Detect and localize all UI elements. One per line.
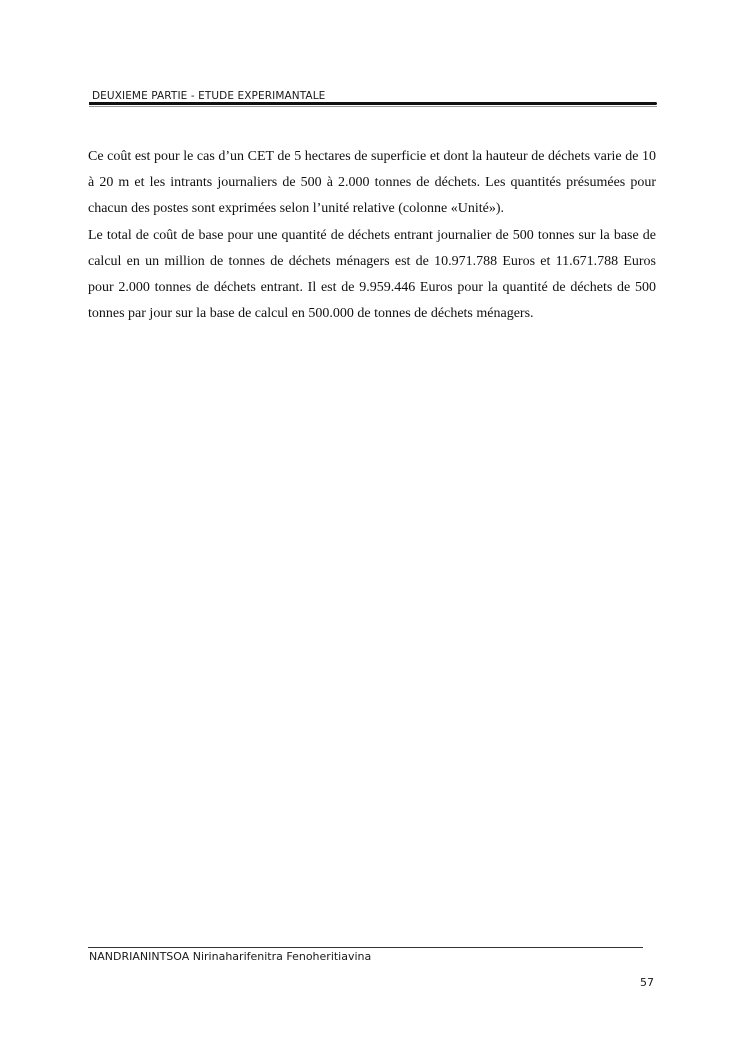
body-text <box>88 144 656 327</box>
page-number: 57 <box>640 976 654 989</box>
header-rule-shadow <box>89 106 657 107</box>
paragraph-cost-total: Le total de coût de base pour une quantité de déchets entrant journalier de 500 tonnes sur la base de calcul en un million de tonnes de déchets ménagers est de 10.971.788 Euros et 11.671.788 Euros pour 2.000 tonnes de déchets entrant. Il est de 9.959.446 Euros pour la quantité de déchets de 500 tonnes par jour sur la base de calcul en 500.000 de tonnes de déchets ménagers. <box>88 227 656 322</box>
footer-author: NANDRIANINTSOA Nirinaharifenitra Fenoheritiavina <box>89 950 372 963</box>
header-rule <box>89 102 657 105</box>
header-title: DEUXIEME PARTIE - ETUDE EXPERIMANTALE <box>92 90 326 102</box>
paragraph-cost-description: Ce coût est pour le cas d’un CET de 5 hectares de superficie et dont la hauteur de déchets varie de 10 à 20 m et les intrants journaliers de 500 à 2.000 tonnes de déchets. Les quantités présumées pour chacun des postes sont exprimées selon l’unité relative (colonne «Unité»). <box>88 149 656 217</box>
footer-rule <box>88 947 643 948</box>
running-header <box>89 87 657 109</box>
